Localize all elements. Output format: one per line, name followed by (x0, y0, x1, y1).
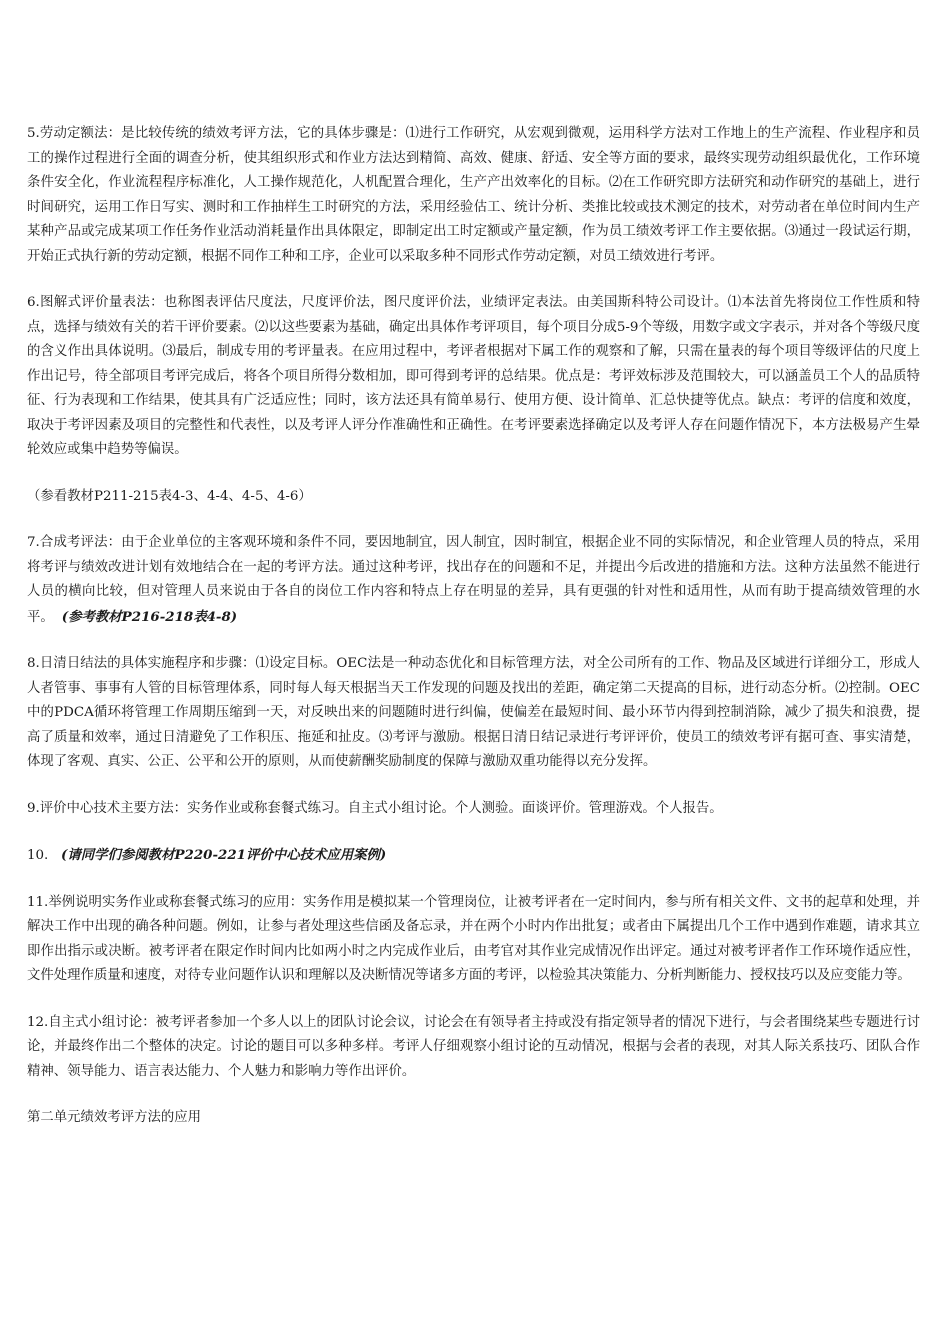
paragraph-in-basket-exercise: 11.举例说明实务作业或称套餐式练习的应用：实务作用是模拟某一个管理岗位，让被考评者在一定时间内，参与所有相关文件、文书的起草和处理，并解决工作中出现的确各种问题。例如，让参与者处理这些信函及备忘录，并在两个小时内作出批复；或者由下属提出几个工作中遇到作难题，请求其立即作出指示或决断。被考评者在限定作时间内比如两小时之内完成作业后，由考官对其作业完成情况作出评定。通过对被考评者作工作环境作适应性，文件处理作质量和速度，对待专业问题作认识和理解以及决断情况等诸多方面的考评，以检验其决策能力、分析判断能力、授权技巧以及应变能力等。 (27, 894, 920, 983)
paragraph-item-10 (27, 843, 920, 869)
document-body (27, 122, 920, 1153)
paragraph-oec-method: 8.日清日结法的具体实施程序和步骤：⑴设定目标。OEC法是一种动态优化和目标管理方法，对全公司所有的工作、物品及区域进行详细分工，形成人人者管事、事事有人管的目标管理体系，同时每人每天根据当天工作发现的问题及找出的差距，确定第二天提高的目标，进行动态分析。⑵控制。OEC中的PDCA循环将管理工作周期压缩到一天，对反映出来的问题随时进行纠偏，使偏差在最短时间、最小环节内得到控制消除，减少了损失和浪费，提高了质量和效率，通过日清避免了工作积压、拖延和扯皮。⑶考评与激励。根据日清日结记录进行考评评价，使员工的绩效考评有据可查、事实清楚，体现了客观、真实、公正、公平和公开的原则，从而使薪酬奖励制度的保障与激励双重功能得以充分发挥。 (27, 656, 920, 769)
paragraph-composite-appraisal-text: 7.合成考评法：由于企业单位的主客观环境和条件不同，要因地制宜，因人制宜，因时制宜，根据企业不同的实际情况，和企业管理人员的特点，采用将考评与绩效改进计划有效地结合在一起的考评方法。通过这种考评，找出存在的问题和不足，并提出今后改进的措施和方法。这种方法虽然不能进行人员的横向比较，但对管理人员来说由于各自的岗位工作内容和特点上存在明显的差异，具有更强的针对性和适用性，从而有助于提高绩效管理的水平。 (27, 535, 920, 625)
paragraph-composite-appraisal (27, 531, 920, 630)
paragraph-assessment-center-methods: 9.评价中心技术主要方法：实务作业或称套餐式练习。自主式小组讨论。个人测验。面谈评价。管理游戏。个人报告。 (27, 800, 723, 816)
item-10-reference: (请同学们参阅教材P220-221评价中心技术应用案例) (61, 847, 387, 863)
paragraph-group-discussion: 12.自主式小组讨论：被考评者参加一个多人以上的团队讨论会议，讨论会在有领导者主持或没有指定领导者的情况下进行，与会者围绕某些专题进行讨论，并最终作出二个整体的决定。讨论的题目可以多种多样。考评人仔细观察小组讨论的互动情况，根据与会者的表现，对其人际关系技巧、团队合作精神、领导能力、语言表达能力、个人魅力和影响力等作出评价。 (27, 1014, 920, 1079)
paragraph-textbook-reference: （参看教材P211-215表4-3、4-4、4-5、4-6） (27, 488, 312, 504)
paragraph-graphic-rating-scale: 6.图解式评价量表法：也称图表评估尺度法，尺度评价法，图尺度评价法，业绩评定表法。由美国斯科特公司设计。⑴本法首先将岗位工作性质和特点，选择与绩效有关的若干评价要素。⑵以这些要素为基础，确定出具体作考评项目，每个项目分成5-9个等级，用数字或文字表示，并对各个等级尺度的含义作出具体说明。⑶最后，制成专用的考评量表。在应用过程中，考评者根据对下属工作的观察和了解，只需在量表的每个项目等级评估的尺度上作出记号，待全部项目考评完成后，将各个项目所得分数相加，即可得到考评的总结果。优点是：考评效标涉及范围较大，可以涵盖员工个人的品质特征、行为表现和工作结果，使其具有广泛适应性；同时，该方法还具有简单易行、使用方便、设计简单、汇总快捷等优点。缺点：考评的信度和效度，取决于考评因素及项目的完整性和代表性，以及考评人评分作准确性和正确性。在考评要素选择确定以及考评人存在问题作情况下，本方法极易产生晕轮效应或集中趋势等偏误。 (27, 295, 920, 457)
composite-appraisal-reference: (参考教材P216-218表4-8) (61, 608, 238, 625)
item-10-number: 10. (27, 848, 49, 863)
section-heading-unit-two: 第二单元绩效考评方法的应用 (27, 1110, 202, 1125)
paragraph-labor-quota-method: 5.劳动定额法：是比较传统的绩效考评方法，它的具体步骤是：⑴进行工作研究，从宏观到微观，运用科学方法对工作地上的生产流程、作业程序和员工的操作过程进行全面的调查分析，使其组织形式和作业方法达到精简、高效、健康、舒适、安全等方面的要求，最终实现劳动组织最优化，工作环境条件安全化，作业流程程序标准化，人工操作规范化，人机配置合理化，生产产出效率化的目标。⑵在工作研究即方法研究和动作研究的基础上，进行时间研究，运用工作日写实、测时和工作抽样生工时研究的方法，采用经验估工、统计分析、类推比较或技术测定的技术，对劳动者在单位时间内生产某种产品或完成某项工作任务作业活动消耗量作出具体限定，即制定出工时定额或产量定额，作为员工绩效考评工作主要依据。⑶通过一段试运行期，开始正式执行新的劳动定额，根据不同作工种和工序，企业可以采取多种不同形式作劳动定额，对员工绩效进行考评。 (27, 126, 920, 264)
